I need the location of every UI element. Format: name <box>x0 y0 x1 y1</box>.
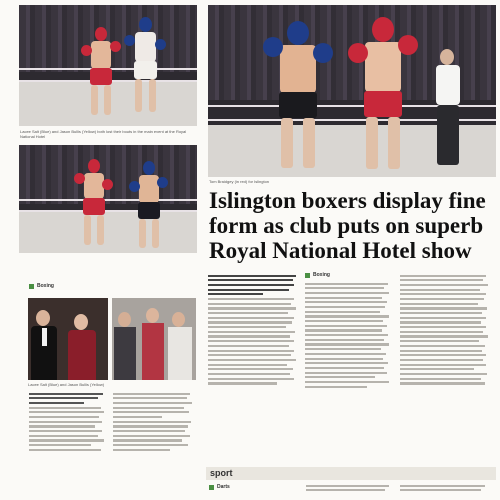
section-tag-boxing-right: Boxing <box>305 272 330 278</box>
text-column-left-1 <box>29 390 107 451</box>
photo-boxers-group <box>112 298 196 380</box>
section-marker-icon <box>29 284 34 289</box>
photo-award-couple <box>28 298 108 380</box>
photo-boxers-ring-1 <box>19 5 197 126</box>
sport-section-label: sport <box>210 468 233 478</box>
article-column-right <box>400 272 492 385</box>
section-marker-icon <box>209 485 214 490</box>
article-column-middle <box>305 280 393 388</box>
headline-line-1: Islington boxers display fine <box>209 188 486 213</box>
caption-top-left: Lacee Salt (Blue) and Jason Bullis (Yellow) both lost their bouts in the main event at the Royal National Hotel <box>20 129 187 139</box>
section-tag-boxing-left: Boxing <box>29 283 54 289</box>
caption-top-right: Tom Braidgey (in red) for Islington <box>209 179 270 184</box>
darts-text-column-2 <box>400 482 492 491</box>
photo-boxers-ring-2 <box>19 145 197 253</box>
caption-middle-left: Lacee Salt (Blue) and Jason Bullis (Yellow) <box>28 382 105 387</box>
article-headline <box>209 188 494 263</box>
photo-boxers-ring-main <box>208 5 496 177</box>
section-tag-darts: Darts <box>209 484 230 490</box>
headline-line-3: Royal National Hotel show <box>209 238 472 263</box>
section-marker-icon <box>305 273 310 278</box>
sport-section-band <box>206 467 496 480</box>
headline-line-2: form as club puts on superb <box>209 213 484 238</box>
article-lead-column <box>208 272 300 385</box>
darts-text-column <box>306 482 394 491</box>
text-column-left-2 <box>113 390 195 451</box>
